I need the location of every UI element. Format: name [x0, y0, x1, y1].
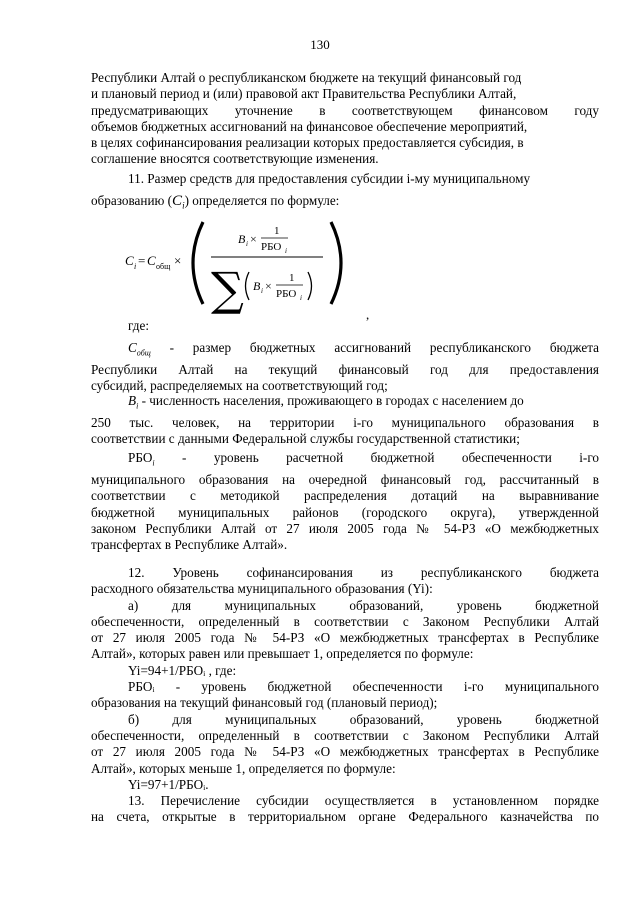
- formula-one-den: 1: [289, 272, 295, 284]
- symbol: C: [128, 340, 137, 355]
- text-line: от 27 июля 2005 года № 54-РЗ «О межбюджетных трансфертах в Республике: [91, 744, 599, 760]
- paragraph-12: [91, 565, 599, 826]
- formula-cobsh-sub: общ: [156, 262, 171, 271]
- formula-lhs: C: [125, 253, 134, 268]
- formula-a: Yi=94+1/РБОᵢ , где:: [128, 662, 237, 678]
- text-fragment: - уровень расчетной бюджетной обеспеченности i-го: [154, 450, 599, 465]
- formula-times: ×: [174, 253, 182, 268]
- formula-comma: ,: [366, 307, 370, 322]
- formula-b-den: B: [253, 279, 261, 293]
- formula-times2: ×: [250, 232, 257, 246]
- symbol-subscript: общ: [136, 348, 151, 358]
- text-line: субсидий, распределяемых на соответствующий год;: [91, 378, 388, 394]
- text-line: расходного обязательства муниципального образования (Yi):: [91, 581, 433, 597]
- paragraph-continuation: [91, 70, 599, 168]
- text-line: бюджетной муниципальных районов (городского округа), утвержденной: [91, 504, 599, 520]
- text-line: обеспеченности, определенный в соответствии с Законом Республики Алтай: [91, 727, 599, 743]
- text-line: предусматривающих уточнение в соответствующем финансовом году: [91, 102, 599, 118]
- text-line: [91, 450, 599, 472]
- text-line: РБОᵢ - уровень бюджетной обеспеченности i-го муниципального: [128, 679, 599, 695]
- text-line: 11. Размер средств для предоставления субсидии i-му муниципальному: [128, 171, 531, 186]
- text-line: Республики Алтай на текущий финансовый год для предоставления: [91, 361, 599, 377]
- text-line: на счета, открытые в территориальном органе Федерального казначейства по: [91, 809, 599, 825]
- formula-ci: [125, 216, 365, 316]
- formula-b: B: [238, 232, 246, 246]
- formula-b: Yi=97+1/РБОᵢ.: [128, 776, 209, 792]
- text-line: трансфертах в Республике Алтай».: [91, 537, 288, 553]
- symbol-subscript: i: [152, 458, 155, 468]
- text-line: Алтай», которых меньше 1, определяется по формуле:: [91, 760, 396, 776]
- text-line: и плановый период и (или) правовой акт Правительства Республики Алтай,: [91, 86, 517, 102]
- text-fragment: ) определяется по формуле:: [184, 193, 340, 209]
- definition-rboi: [91, 450, 599, 553]
- sum-icon: ∑: [211, 262, 244, 316]
- formula-rbo: РБО: [261, 241, 282, 253]
- symbol: B: [128, 393, 137, 408]
- big-left-paren: [193, 222, 203, 304]
- text-line: Республики Алтай о республиканском бюджете на текущий финансовый год: [91, 70, 522, 85]
- text-line: б) для муниципальных образований, уровень бюджетной: [128, 711, 599, 727]
- formula-b-sub: i: [246, 240, 248, 248]
- text-line: обеспеченности, определенный в соответствии с Законом Республики Алтай: [91, 613, 599, 629]
- definition-bi: [91, 393, 599, 448]
- text-line: [91, 193, 599, 214]
- text-line: 13. Перечисление субсидии осуществляется в установленном порядке: [128, 793, 599, 809]
- formula-rbo-den: РБО: [276, 288, 297, 300]
- text-fragment: - численность населения, проживающего в городах с населением до: [138, 393, 524, 408]
- formula-rbo-sub: i: [285, 247, 287, 255]
- text-line: от 27 июля 2005 года № 54-РЗ «О межбюджетных трансфертах в Республике: [91, 630, 599, 646]
- text-line: 250 тыс. человек, на территории i-го муниципального образования в: [91, 414, 599, 430]
- paragraph-11: [91, 171, 599, 214]
- text-line: в целях софинансирования реализации которых предоставляется субсидия, в: [91, 135, 524, 151]
- formula-eq: =: [138, 253, 146, 268]
- text-line: где:: [128, 318, 149, 333]
- symbol-subscript: i: [182, 200, 185, 211]
- formula-cobsh: C: [147, 253, 156, 268]
- text-line: муниципального образования на очередной финансовый год, рассчитанный в: [91, 471, 599, 487]
- text-line: законом Республики Алтай от 27 июля 2005 года № 54-РЗ «О межбюджетных: [91, 520, 599, 536]
- where-label: [91, 318, 599, 334]
- text-line: объемов бюджетных ассигнований на финансовое обеспечение мероприятий,: [91, 118, 528, 134]
- page-number: 130: [310, 37, 330, 52]
- formula-rbo-den-sub: i: [300, 294, 302, 302]
- text-line: 12. Уровень софинансирования из республиканского бюджета: [128, 565, 599, 580]
- text-line: соответствии с методикой распределения дотаций на выравнивание: [91, 488, 599, 504]
- definition-cobsh: [91, 340, 599, 395]
- text-line: а) для муниципальных образований, уровень бюджетной: [128, 597, 599, 613]
- text-fragment: образованию (: [91, 193, 173, 209]
- formula-b-den-sub: i: [261, 287, 263, 295]
- big-right-paren: [331, 222, 341, 304]
- text-line: [91, 393, 599, 415]
- formula-times3: ×: [265, 279, 272, 293]
- text-line: соглашение вносятся соответствующие изменения.: [91, 151, 379, 167]
- text-line: образования на текущий финансовый год (плановый период);: [91, 695, 438, 711]
- text-line: соответствии с данными Федеральной службы государственной статистики;: [91, 431, 520, 447]
- text-line: Алтай», которых равен или превышает 1, определяется по формуле:: [91, 646, 474, 662]
- formula-lhs-sub: i: [134, 262, 137, 271]
- text-line: [91, 340, 599, 362]
- text-fragment: - размер бюджетных ассигнований республиканского бюджета: [150, 340, 599, 355]
- symbol: РБО: [128, 450, 153, 465]
- symbol-subscript: i: [136, 401, 139, 411]
- formula-one: 1: [274, 225, 280, 237]
- symbol: C: [172, 193, 183, 210]
